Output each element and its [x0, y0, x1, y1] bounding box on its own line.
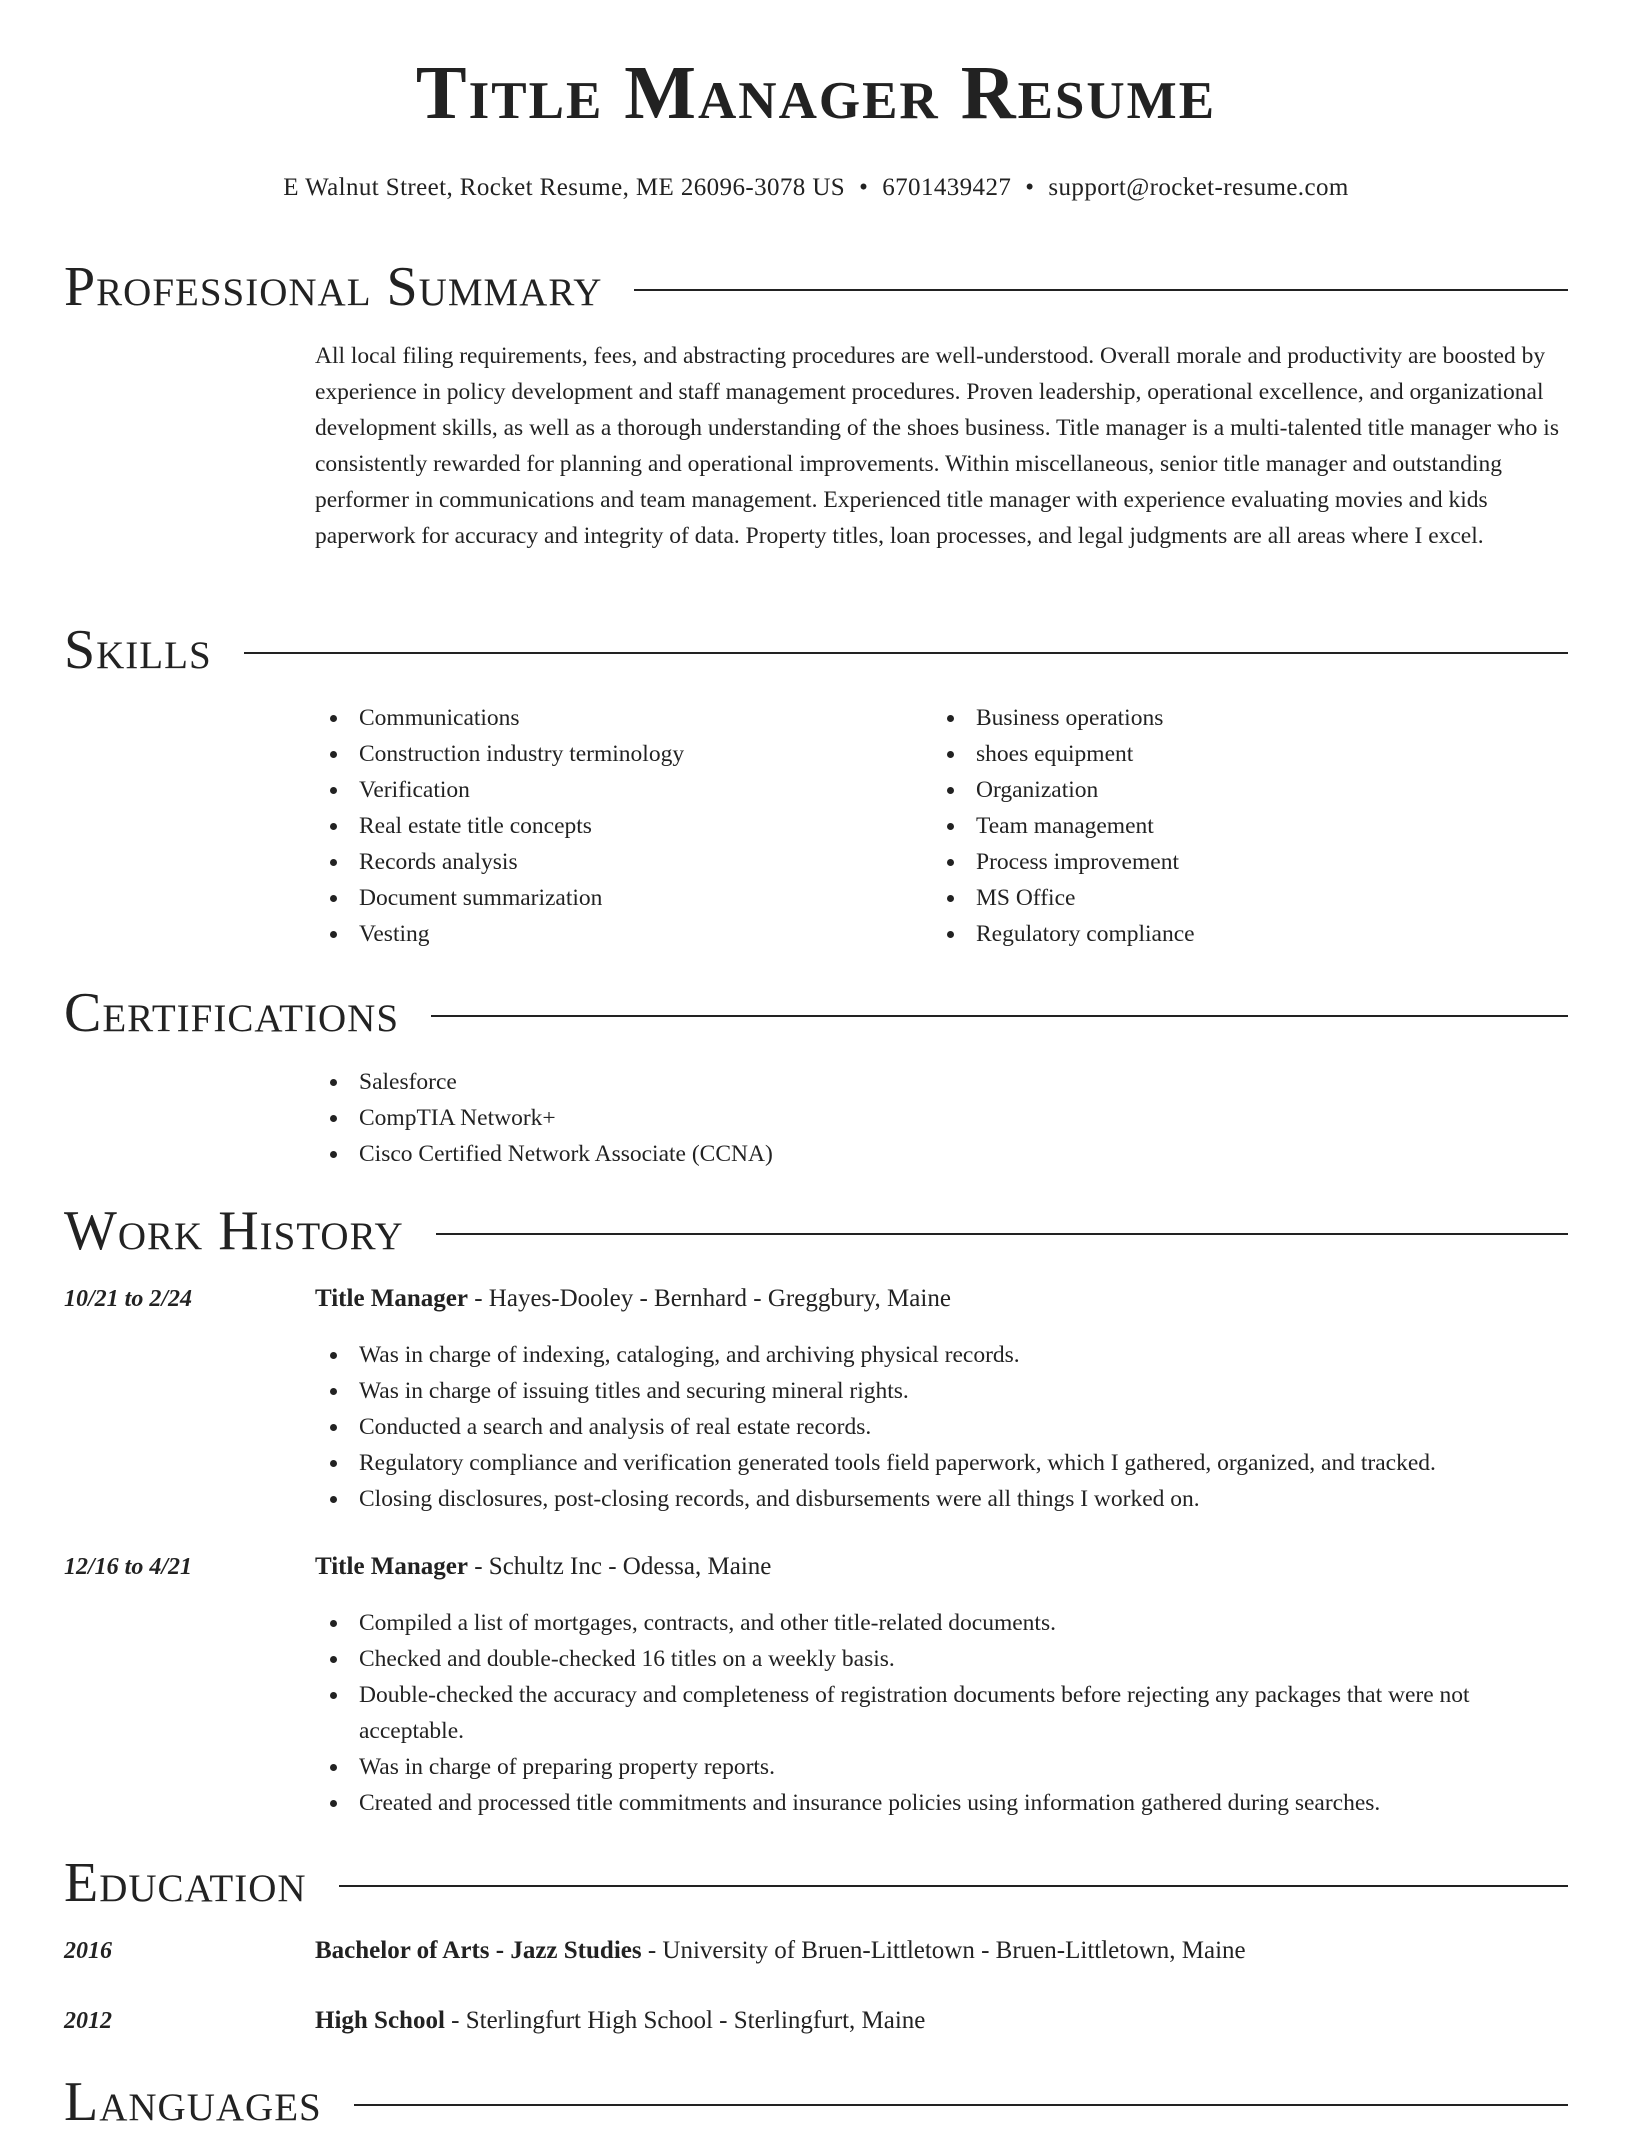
skill-item: Vesting	[315, 916, 915, 952]
section-header-work-history	[64, 1200, 1568, 1262]
job-bullets	[315, 1605, 1568, 1821]
education-year: 2016	[64, 1938, 112, 1964]
section-divider	[339, 1885, 1568, 1887]
job-bullet: Compiled a list of mortgages, contracts, and other title-related documents.	[315, 1605, 1568, 1641]
skill-item: Regulatory compliance	[932, 916, 1532, 952]
section-title: Education	[64, 1852, 307, 1914]
skill-item: Document summarization	[315, 880, 915, 916]
skill-item: Real estate title concepts	[315, 808, 915, 844]
section-title: Certifications	[64, 982, 400, 1044]
section-header-skills	[64, 619, 1568, 681]
job-bullet: Was in charge of indexing, cataloging, and archiving physical records.	[315, 1337, 1568, 1373]
resume-title: Title Manager Resume	[415, 51, 1217, 135]
education-degree: Bachelor of Arts - Jazz Studies	[315, 1937, 642, 1964]
job-bullet: Double-checked the accuracy and completeness of registration documents before rejecting any packages that were not acceptable.	[315, 1677, 1568, 1749]
education-heading	[315, 2007, 925, 2035]
skill-item: shoes equipment	[932, 736, 1532, 772]
section-header-certifications	[64, 982, 1568, 1044]
section-header-summary	[64, 256, 1568, 318]
certification-item: CompTIA Network+	[315, 1100, 1568, 1136]
section-divider	[634, 289, 1568, 291]
certification-item: Salesforce	[315, 1064, 1568, 1100]
education-degree: High School	[315, 2007, 445, 2034]
education-year: 2012	[64, 2008, 112, 2034]
section-title: Work History	[64, 1200, 404, 1262]
job-dates: 12/16 to 4/21	[64, 1554, 193, 1580]
skill-item: Business operations	[932, 700, 1532, 736]
section-title: Skills	[64, 619, 212, 681]
job-title: Title Manager	[315, 1553, 468, 1580]
education-heading	[315, 1937, 1246, 1965]
summary-text: All local filing requirements, fees, and abstracting procedures are well-understood. Overall morale and productivity are boosted by experience in policy development and staff management procedures. Proven leadership, operational excellence, and organizational development skills, as well as a thorough understanding of the shoes business. Title manager is a multi-talented title manager who is consistently rewarded for planning and operational improvements. Within miscellaneous, senior title manager and outstanding performer in communications and team management. Experienced title manager with experience evaluating movies and kids paperwork for accuracy and integrity of data. Property titles, loan processes, and legal judgments are all areas where I excel.	[315, 343, 1559, 549]
certifications-list	[315, 1064, 1568, 1172]
contact-address: E Walnut Street, Rocket Resume, ME 26096-3078 US	[283, 174, 846, 201]
skill-item: Organization	[932, 772, 1532, 808]
job-bullet: Regulatory compliance and verification generated tools field paperwork, which I gathered, organized, and tracked.	[315, 1445, 1568, 1481]
section-divider	[354, 2104, 1568, 2106]
skills-list-left	[315, 700, 915, 952]
job-title: Title Manager	[315, 1285, 468, 1312]
job-dates: 10/21 to 2/24	[64, 1286, 193, 1312]
education-details: - University of Bruen-Littletown - Bruen-Littletown, Maine	[641, 1937, 1246, 1964]
section-divider	[244, 652, 1568, 654]
contact-email[interactable]: support@rocket-resume.com	[1048, 174, 1349, 201]
job-bullet: Was in charge of preparing property reports.	[315, 1749, 1568, 1785]
skill-item: Verification	[315, 772, 915, 808]
skill-item: Team management	[932, 808, 1532, 844]
skill-item: Construction industry terminology	[315, 736, 915, 772]
job-details: - Hayes-Dooley - Bernhard - Greggbury, Maine	[467, 1285, 951, 1312]
education-details: - Sterlingfurt High School - Sterlingfurt, Maine	[444, 2007, 926, 2034]
section-title: Languages	[64, 2071, 322, 2133]
contact-phone: 6701439427	[882, 174, 1012, 201]
job-details: - Schultz Inc - Odessa, Maine	[467, 1553, 772, 1580]
skills-list-right	[932, 700, 1532, 952]
job-bullet: Was in charge of issuing titles and securing mineral rights.	[315, 1373, 1568, 1409]
certification-item: Cisco Certified Network Associate (CCNA)	[315, 1136, 1568, 1172]
skill-item: Process improvement	[932, 844, 1532, 880]
job-bullet: Conducted a search and analysis of real estate records.	[315, 1409, 1568, 1445]
contact-line	[64, 174, 1568, 202]
contact-separator: •	[859, 174, 869, 201]
contact-separator: •	[1025, 174, 1035, 201]
skill-item: Communications	[315, 700, 915, 736]
job-bullet: Checked and double-checked 16 titles on a weekly basis.	[315, 1641, 1568, 1677]
section-divider	[436, 1233, 1568, 1235]
section-header-education	[64, 1852, 1568, 1914]
skill-item: Records analysis	[315, 844, 915, 880]
job-heading	[315, 1553, 771, 1581]
job-bullets	[315, 1337, 1568, 1517]
job-heading	[315, 1285, 951, 1313]
job-bullet: Created and processed title commitments and insurance policies using information gathered during searches.	[315, 1785, 1568, 1821]
section-divider	[431, 1015, 1568, 1017]
job-bullet: Closing disclosures, post-closing records, and disbursements were all things I worked on.	[315, 1481, 1568, 1517]
section-header-languages	[64, 2071, 1568, 2133]
skill-item: MS Office	[932, 880, 1532, 916]
section-title: Professional Summary	[64, 256, 603, 318]
